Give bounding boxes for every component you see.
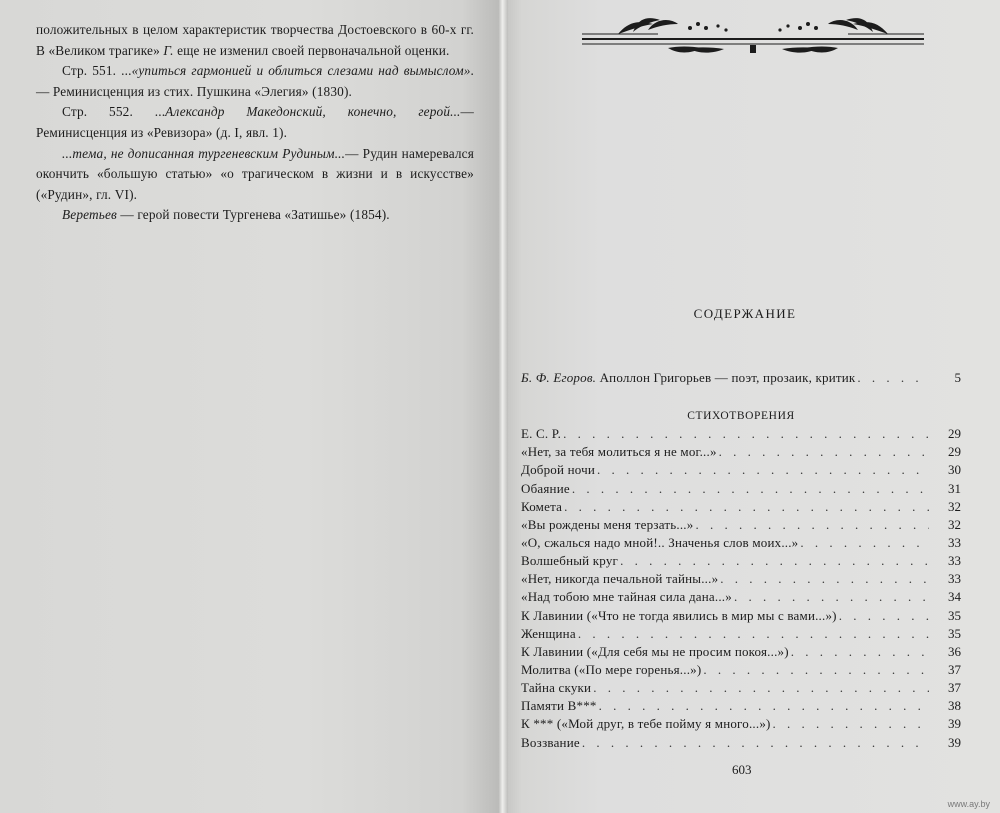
toc-entry bbox=[521, 499, 961, 517]
toc-entry-title: «Нет, никогда печальной тайны...» bbox=[521, 571, 719, 587]
note-paragraph bbox=[36, 20, 474, 61]
toc-leader-dots bbox=[791, 644, 929, 660]
toc-leader-dots bbox=[857, 370, 929, 386]
toc-entry-title: Тайна скуки bbox=[521, 680, 592, 696]
note-italic-text: ...тема, не дописанная тургеневским Рудиным... bbox=[62, 145, 346, 161]
note-text: положительных в целом характеристик творчества Достоевского в 60-х гг. В « bbox=[36, 22, 474, 58]
toc-leader-dots bbox=[597, 462, 929, 478]
toc-page-number: 37 bbox=[948, 661, 961, 677]
note-text: Стр. 552. ... bbox=[62, 104, 166, 120]
note-paragraph bbox=[36, 205, 474, 226]
toc-entry bbox=[521, 608, 961, 626]
toc-page-number: 33 bbox=[948, 571, 961, 587]
watermark: www.ay.by bbox=[947, 799, 990, 809]
toc-page-number: 38 bbox=[948, 698, 961, 714]
toc-section-title: СТИХОТВОРЕНИЯ bbox=[687, 410, 795, 423]
toc-entry-title: «Над тобою мне тайная сила дана...» bbox=[521, 589, 732, 605]
note-text: Великом трагике bbox=[55, 42, 154, 58]
toc-page-number: 29 bbox=[948, 426, 961, 442]
toc-entry-title: «Вы рождены меня терзать...» bbox=[521, 516, 694, 532]
note-text: — герой повести Тургенева «Затишье» (1854). bbox=[116, 207, 390, 223]
toc-entry bbox=[521, 716, 961, 734]
toc-entry-title: Е. С. Р. bbox=[521, 426, 562, 442]
toc-entry bbox=[521, 462, 961, 480]
toc-page-number: 32 bbox=[948, 498, 961, 514]
toc-entry-title: Комета bbox=[521, 498, 563, 514]
toc-page-number: 33 bbox=[948, 534, 961, 550]
note-paragraph bbox=[36, 102, 474, 143]
book-spine bbox=[498, 0, 508, 813]
toc-entry-title: Воззвание bbox=[521, 734, 580, 750]
toc-entry-title: К *** («Мой друг, в тебе пойму я много...») bbox=[521, 716, 771, 732]
toc-intro-entry bbox=[521, 370, 961, 388]
toc-page-number: 39 bbox=[948, 716, 961, 732]
toc-page-number: 34 bbox=[948, 589, 961, 605]
toc-page-number: 31 bbox=[948, 480, 961, 496]
toc-page-number: 37 bbox=[948, 680, 961, 696]
toc-entry bbox=[521, 553, 961, 571]
note-paragraph bbox=[36, 61, 474, 102]
table-of-contents bbox=[521, 370, 961, 753]
toc-page-number: 33 bbox=[948, 553, 961, 569]
toc-leader-dots bbox=[720, 571, 929, 587]
toc-page-number: 35 bbox=[948, 607, 961, 623]
note-italic-text: Г. bbox=[163, 42, 174, 58]
toc-entry bbox=[521, 589, 961, 607]
toc-entry-title: Доброй ночи bbox=[521, 462, 596, 478]
note-text: — Реминисценция из «Ревизора» (д. I, явл. 1). bbox=[36, 104, 474, 140]
decorative-ornament bbox=[578, 14, 928, 56]
toc-intro-title bbox=[521, 370, 855, 386]
toc-entry-title: Молитва («По мере горенья...») bbox=[521, 661, 702, 677]
toc-page-number: 30 bbox=[948, 462, 961, 478]
toc-leader-dots bbox=[719, 444, 929, 460]
toc-entry-title: К Лавинии («Что не тогда явились в мир мы с вами...») bbox=[521, 607, 837, 623]
note-italic-text: «упиться гармонией и облиться слезами над вымыслом» bbox=[131, 63, 471, 79]
toc-leader-dots bbox=[620, 553, 929, 569]
toc-leader-dots bbox=[599, 698, 929, 714]
toc-entry bbox=[521, 680, 961, 698]
toc-entry bbox=[521, 571, 961, 589]
note-text: » bbox=[153, 42, 164, 58]
toc-leader-dots bbox=[582, 735, 929, 751]
toc-entry-title: К Лавинии («Для себя мы не просим покоя...») bbox=[521, 643, 789, 659]
toc-entry bbox=[521, 662, 961, 680]
toc-leader-dots bbox=[564, 499, 929, 515]
toc-page-number: 39 bbox=[948, 734, 961, 750]
toc-entries bbox=[521, 426, 961, 753]
toc-leader-dots bbox=[593, 680, 929, 696]
toc-entry-title: Памяти В*** bbox=[521, 698, 597, 714]
toc-entry bbox=[521, 426, 961, 444]
toc-intro-author: Б. Ф. Егоров. bbox=[521, 370, 597, 385]
toc-entry bbox=[521, 517, 961, 535]
page-number: 603 bbox=[732, 762, 752, 777]
note-paragraph bbox=[36, 144, 474, 206]
toc-leader-dots bbox=[572, 481, 929, 497]
toc-page-number: 32 bbox=[948, 516, 961, 532]
toc-entry-title: Волшебный круг bbox=[521, 553, 619, 569]
toc-leader-dots bbox=[703, 662, 929, 678]
toc-intro-text: Аполлон Григорьев — поэт, прозаик, критик bbox=[596, 370, 856, 385]
toc-entry bbox=[521, 735, 961, 753]
toc-leader-dots bbox=[800, 535, 929, 551]
toc-leader-dots bbox=[695, 517, 929, 533]
note-italic-text: Веретьев bbox=[62, 207, 117, 223]
note-italic-text: Александр Македонский, конечно, герой... bbox=[165, 104, 461, 120]
note-text: .— Реминисценция из стих. Пушкина «Элегия» (1830). bbox=[36, 63, 474, 99]
toc-entry bbox=[521, 698, 961, 716]
toc-entry-title: «Нет, за тебя молиться я не мог...» bbox=[521, 444, 717, 460]
toc-entry-title: Женщина bbox=[521, 625, 576, 641]
toc-entry bbox=[521, 535, 961, 553]
toc-entry bbox=[521, 481, 961, 499]
toc-leader-dots bbox=[563, 426, 929, 442]
contents-heading: СОДЕРЖАНИЕ bbox=[693, 306, 797, 321]
commentary-notes bbox=[36, 20, 474, 226]
note-text: — Рудин намеревался окончить «большую статью» «о трагическом в жизни и в искусстве» («Рудин», гл. VI). bbox=[36, 145, 474, 202]
toc-leader-dots bbox=[773, 716, 929, 732]
note-text: Стр. 551. ... bbox=[62, 63, 132, 79]
toc-page-number: 36 bbox=[948, 643, 961, 659]
toc-entry-title: «О, сжалься надо мной!.. Значенья слов моих...» bbox=[521, 534, 799, 550]
toc-leader-dots bbox=[734, 589, 929, 605]
toc-leader-dots bbox=[839, 608, 929, 624]
toc-page-number: 29 bbox=[948, 444, 961, 460]
toc-page-number: 35 bbox=[948, 625, 961, 641]
toc-entry bbox=[521, 644, 961, 662]
toc-entry bbox=[521, 626, 961, 644]
note-text: еще не изменил своей первоначальной оценки. bbox=[173, 42, 450, 58]
toc-leader-dots bbox=[578, 626, 929, 642]
toc-entry-title: Обаяние bbox=[521, 480, 570, 496]
toc-entry bbox=[521, 444, 961, 462]
toc-page-number: 5 bbox=[954, 370, 961, 385]
